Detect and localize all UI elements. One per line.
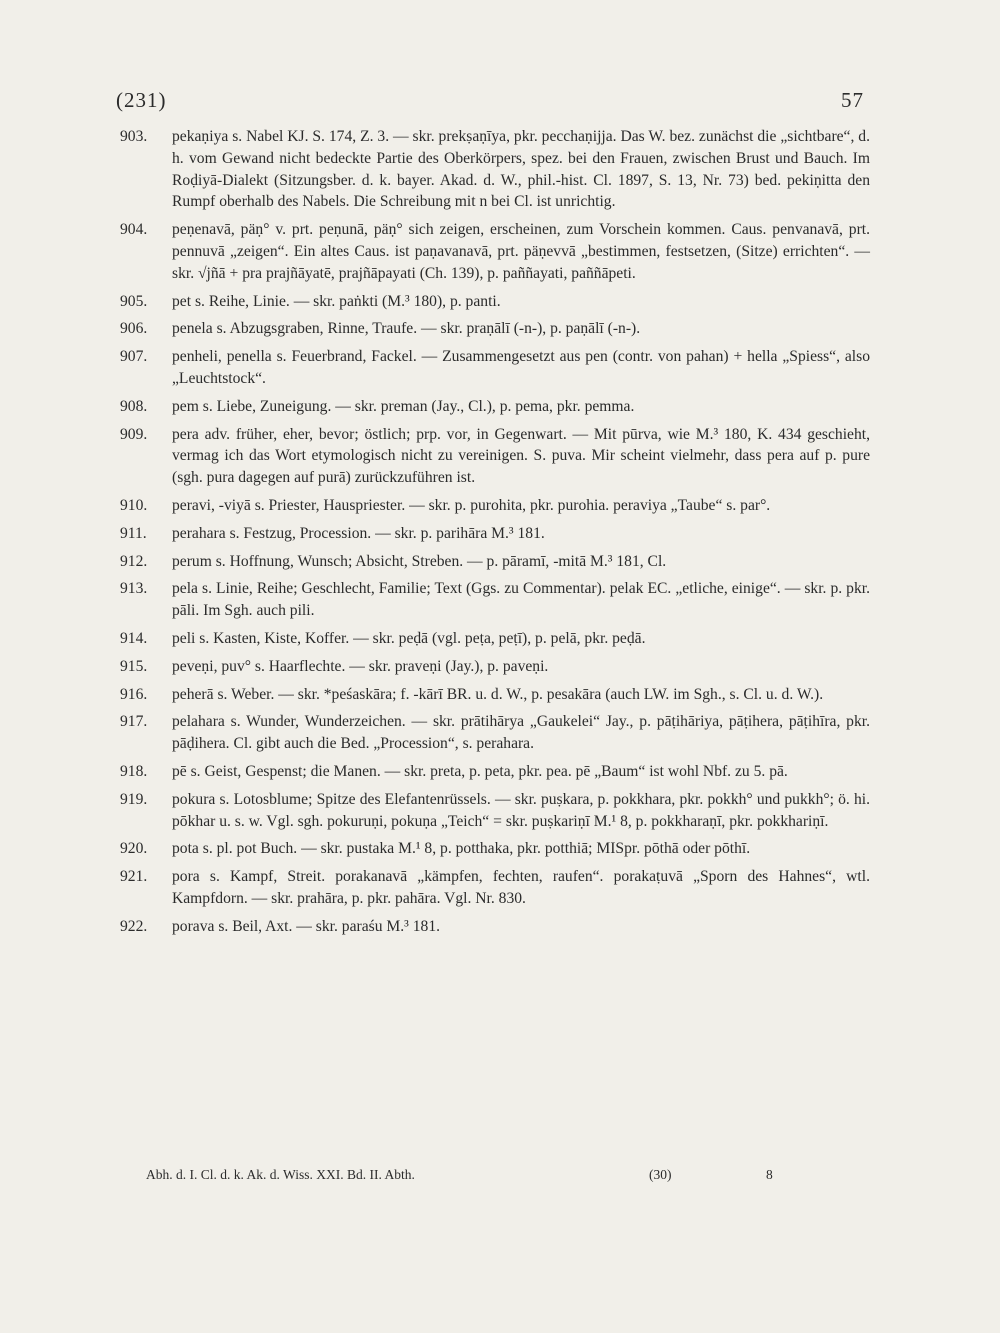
footer-sheet-number: (30)	[649, 1167, 672, 1182]
dictionary-entry	[120, 711, 870, 755]
dictionary-entry	[120, 396, 870, 418]
dictionary-entry	[120, 838, 870, 860]
entry-text: peherā s. Weber. — skr. *peśaskāra; f. -kārī BR. u. d. W., p. pesakāra (auch LW. im Sgh., s. Cl. u. d. W.).	[172, 685, 824, 703]
entry-number: 905.	[120, 292, 148, 310]
entry-number: 904.	[120, 221, 148, 239]
entry-text: pela s. Linie, Reihe; Geschlecht, Familie; Text (Ggs. zu Commentar). pelak EC. „etliche, einige“. — skr. p. pkr. pāli. Im Sgh. auch pili.	[172, 580, 870, 620]
dictionary-entry	[120, 551, 870, 573]
entry-text: pera adv. früher, eher, bevor; östlich; prp. vor, in Gegenwart. — Mit pūrva, wie M.³ 180, K. 434 geschieht, vermag ich das Wort etymologisch nicht zu vereinigen. S. puva. Mir scheint vielmehr, dass pera auf p. pure (sgh. pura dagegen auf purā) zurückzuführen ist.	[172, 425, 870, 487]
entry-number: 916.	[120, 685, 148, 703]
dictionary-entry	[120, 578, 870, 622]
entry-number: 908.	[120, 397, 148, 415]
entry-text: pē s. Geist, Gespenst; die Manen. — skr. preta, p. peta, pkr. pea. pē „Baum“ ist wohl Nbf. zu 5. pā.	[172, 762, 788, 780]
entry-number: 903.	[120, 128, 148, 145]
entry-number: 919.	[120, 790, 148, 808]
entry-text: peṇenavā, päṇ° v. prt. peṇunā, päṇ° sich zeigen, erscheinen, zum Vorschein kommen. Caus. penvanavā, prt. pennuvā „zeigen“. Ein altes Caus. ist paṇavanavā, prt. päṇevvā „bestimmen, festsetzen, (Sitze) errichten“. — skr. √jñā + pra prajñāyatē, prajñāpayati (Ch. 139), p. paññayati, paññāpeti.	[172, 221, 870, 282]
entry-number: 909.	[120, 425, 148, 443]
entry-text: perum s. Hoffnung, Wunsch; Absicht, Streben. — p. pāramī, -mitā M.³ 181, Cl.	[172, 552, 667, 570]
dictionary-entries	[120, 126, 870, 944]
dictionary-entry	[120, 789, 870, 833]
entry-text: pota s. pl. pot Buch. — skr. pustaka M.¹ 8, p. potthaka, pkr. potthiā; MISpr. pōthā oder pōthī.	[172, 840, 751, 858]
dictionary-entry	[120, 684, 870, 706]
header-section-number: (231)	[116, 88, 167, 112]
dictionary-entry	[120, 523, 870, 545]
entry-number: 918.	[120, 762, 148, 780]
entry-text: pokura s. Lotosblume; Spitze des Elefantenrüssels. — skr. puṣkara, p. pokkhara, pkr. pokkh° und pukkh°; ö. hi. pōkhar u. s. w. Vgl. sgh. pokuruṇi, pokuṇa „Teich“ = skr. puṣkariṇī M.¹ 8, p. pokkharaṇī, pkr. pokkhariṇī.	[172, 790, 870, 830]
entry-text: pet s. Reihe, Linie. — skr. paṅkti (M.³ 180), p. panti.	[172, 292, 501, 310]
entry-text: peli s. Kasten, Kiste, Koffer. — skr. peḍā (vgl. peṭa, peṭī), p. pelā, pkr. peḍā.	[172, 629, 646, 647]
dictionary-entry	[120, 318, 870, 340]
entry-text: pekaṇiya s. Nabel KJ. S. 174, Z. 3. — skr. prekṣaṇīya, pkr. pecchaṇijja. Das W. bez. zunächst die „sichtbare“, d. h. vom Gewand nicht bedeckte Partie des Oberkörpers, spez. bei den Frauen, zwischen Brust und Bauch. Im Roḍiyā-Dialekt (Sitzungsber. d. k. bayer. Akad. d. W., phil.-hist. Cl. 1897, S. 13, Nr. 73) bed. pekiṇitta den Rumpf oberhalb des Nabels. Die Schreibung mit n bei Cl. ist unrichtig.	[172, 128, 870, 211]
page-footer	[146, 1167, 786, 1187]
entry-text: peveṇi, puv° s. Haarflechte. — skr. praveṇi (Jay.), p. paveṇi.	[172, 657, 549, 675]
entry-text: porava s. Beil, Axt. — skr. paraśu M.³ 181.	[172, 917, 441, 935]
entry-number: 913.	[120, 580, 148, 598]
entry-text: penela s. Abzugsgraben, Rinne, Traufe. — skr. praṇālī (-n-), p. paṇālī (-n-).	[172, 320, 641, 338]
dictionary-entry	[120, 495, 870, 517]
header-page-number: 57	[841, 88, 864, 112]
footer-publication: Abh. d. I. Cl. d. k. Ak. d. Wiss. XXI. Bd. II. Abth.	[146, 1167, 415, 1182]
dictionary-entry	[120, 866, 870, 910]
dictionary-entry	[120, 916, 870, 938]
entry-text: peravi, -viyā s. Priester, Hauspriester. — skr. p. purohita, pkr. purohia. peraviya „Taube“ s. par°.	[172, 496, 771, 514]
dictionary-entry	[120, 219, 870, 284]
dictionary-entry	[120, 424, 870, 489]
entry-number: 920.	[120, 840, 148, 858]
entry-number: 917.	[120, 713, 148, 731]
page-header	[116, 88, 864, 114]
footer-signature: 8	[766, 1167, 773, 1182]
dictionary-entry	[120, 346, 870, 390]
entry-text: pora s. Kampf, Streit. porakanavā „kämpfen, fechten, raufen“. porakaṭuvā „Sporn des Hahnes“, wtl. Kampfdorn. — skr. prahāra, p. pkr. pahāra. Vgl. Nr. 830.	[172, 868, 870, 907]
entry-number: 910.	[120, 496, 148, 514]
entry-number: 915.	[120, 657, 148, 675]
dictionary-entry	[120, 656, 870, 678]
entry-text: pelahara s. Wunder, Wunderzeichen. — skr. prātihārya „Gaukelei“ Jay., p. pāṭihāriya, pāṭihera, pāṭihīra, pkr. pāḍihera. Cl. gibt auch die Bed. „Procession“, s. perahara.	[172, 713, 870, 753]
entry-text: perahara s. Festzug, Procession. — skr. p. parihāra M.³ 181.	[172, 524, 545, 542]
dictionary-entry	[120, 126, 870, 213]
dictionary-entry	[120, 291, 870, 313]
entry-number: 907.	[120, 348, 148, 366]
dictionary-entry	[120, 761, 870, 783]
dictionary-entry	[120, 628, 870, 650]
entry-number: 914.	[120, 629, 148, 647]
entry-number: 911.	[120, 524, 147, 542]
entry-number: 922.	[120, 917, 148, 935]
entry-text: pem s. Liebe, Zuneigung. — skr. preman (Jay., Cl.), p. pema, pkr. pemma.	[172, 397, 635, 415]
entry-number: 906.	[120, 320, 148, 338]
entry-number: 912.	[120, 552, 148, 570]
entry-number: 921.	[120, 868, 148, 886]
entry-text: penheli, penella s. Feuerbrand, Fackel. — Zusammengesetzt aus pen (contr. von pahan) + hella „Spiess“, also „Leuchtstock“.	[172, 348, 870, 387]
